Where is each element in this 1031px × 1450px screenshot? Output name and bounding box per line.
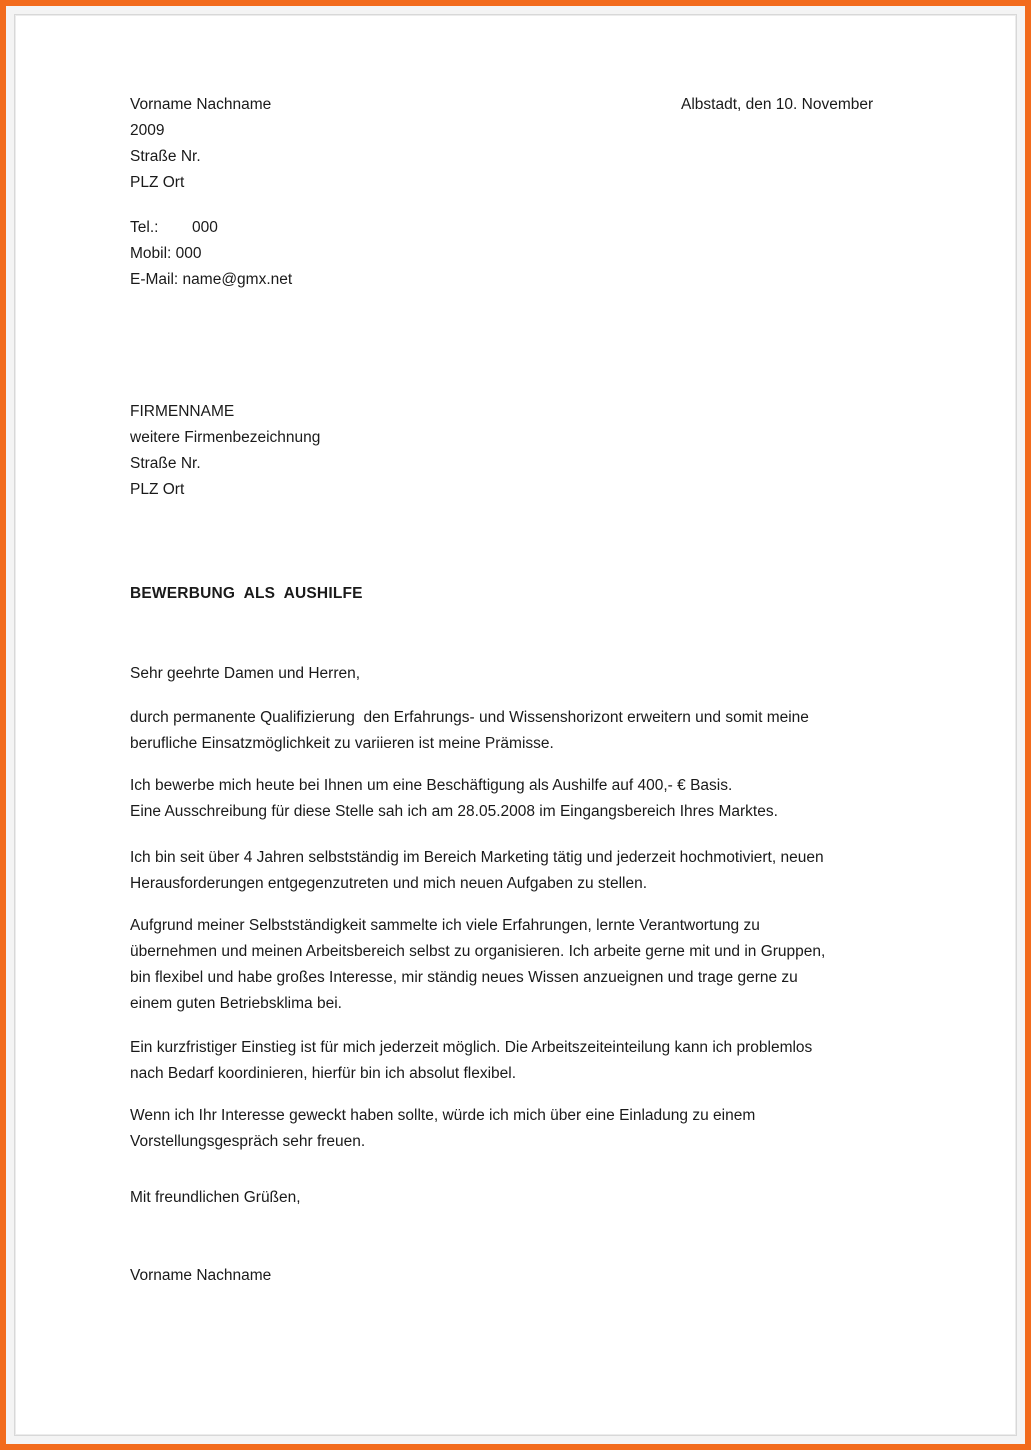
letter-page xyxy=(14,14,1017,1436)
body-paragraph-6 xyxy=(130,1103,755,1155)
paragraph-line: Ich bin seit über 4 Jahren selbstständig im Bereich Marketing tätig und jederzeit hochmotiviert, neuen xyxy=(130,849,824,866)
tel-row xyxy=(130,215,292,241)
mobil-value: 000 xyxy=(175,245,202,262)
paragraph-line: einem guten Betriebsklima bei. xyxy=(130,995,342,1012)
mobil-label: Mobil: xyxy=(130,245,172,262)
paragraph-line: Aufgrund meiner Selbstständigkeit sammelte ich viele Erfahrungen, lernte Verantwortung zu xyxy=(130,917,760,934)
letter-date: Albstadt, den 10. November xyxy=(681,96,874,113)
signature-name: Vorname Nachname xyxy=(130,1267,272,1284)
tel-label: Tel.: xyxy=(130,219,159,236)
paragraph-line: Ein kurzfristiger Einstieg ist für mich jederzeit möglich. Die Arbeitszeiteinteilung kann ich problemlos xyxy=(130,1039,813,1056)
recipient-street: Straße Nr. xyxy=(130,455,201,472)
paragraph-line: Vorstellungsgespräch sehr freuen. xyxy=(130,1133,366,1150)
paragraph-line: Herausforderungen entgegenzutreten und mich neuen Aufgaben zu stellen. xyxy=(130,875,648,892)
recipient-company: FIRMENNAME xyxy=(130,403,235,420)
recipient-company-detail: weitere Firmenbezeichnung xyxy=(130,429,321,446)
sender-city: PLZ Ort xyxy=(130,174,185,191)
body-paragraph-1 xyxy=(130,705,809,757)
sender-street: Straße Nr. xyxy=(130,148,201,165)
paragraph-line: Wenn ich Ihr Interesse geweckt haben sollte, würde ich mich über eine Einladung zu einem xyxy=(130,1107,756,1124)
paragraph-line: nach Bedarf koordinieren, hierfür bin ich absolut flexibel. xyxy=(130,1065,517,1082)
mobil-row xyxy=(130,241,292,267)
recipient-address xyxy=(130,399,320,503)
paragraph-line: übernehmen und meinen Arbeitsbereich selbst zu organisieren. Ich arbeite gerne mit und in Gruppen, xyxy=(130,943,826,960)
body-paragraph-2 xyxy=(130,773,778,825)
paragraph-line: bin flexibel und habe großes Interesse, mir ständig neues Wissen anzueignen und trage gerne zu xyxy=(130,969,798,986)
paragraph-line: Ich bewerbe mich heute bei Ihnen um eine Beschäftigung als Aushilfe auf 400,- € Basis. xyxy=(130,777,733,794)
email-label: E-Mail: xyxy=(130,271,179,288)
body-paragraph-3 xyxy=(130,845,824,897)
letter-subject: BEWERBUNG ALS AUSHILFE xyxy=(130,585,363,602)
closing-phrase: Mit freundlichen Grüßen, xyxy=(130,1189,301,1206)
email-row xyxy=(130,267,292,293)
paragraph-line: berufliche Einsatzmöglichkeit zu variieren ist meine Prämisse. xyxy=(130,735,554,752)
body-paragraph-5 xyxy=(130,1035,812,1087)
sender-year: 2009 xyxy=(130,122,165,139)
tel-value: 000 xyxy=(192,219,218,236)
paragraph-line: durch permanente Qualifizierung den Erfahrungs- und Wissenshorizont erweitern und somit meine xyxy=(130,709,809,726)
recipient-city: PLZ Ort xyxy=(130,481,185,498)
sender-address xyxy=(130,92,271,196)
sender-contact xyxy=(130,215,292,293)
salutation: Sehr geehrte Damen und Herren, xyxy=(130,665,361,682)
paragraph-line: Eine Ausschreibung für diese Stelle sah ich am 28.05.2008 im Eingangsbereich Ihres Marktes. xyxy=(130,803,778,820)
body-paragraph-4 xyxy=(130,913,825,1017)
email-value: name@gmx.net xyxy=(182,271,293,288)
sender-name: Vorname Nachname xyxy=(130,96,272,113)
